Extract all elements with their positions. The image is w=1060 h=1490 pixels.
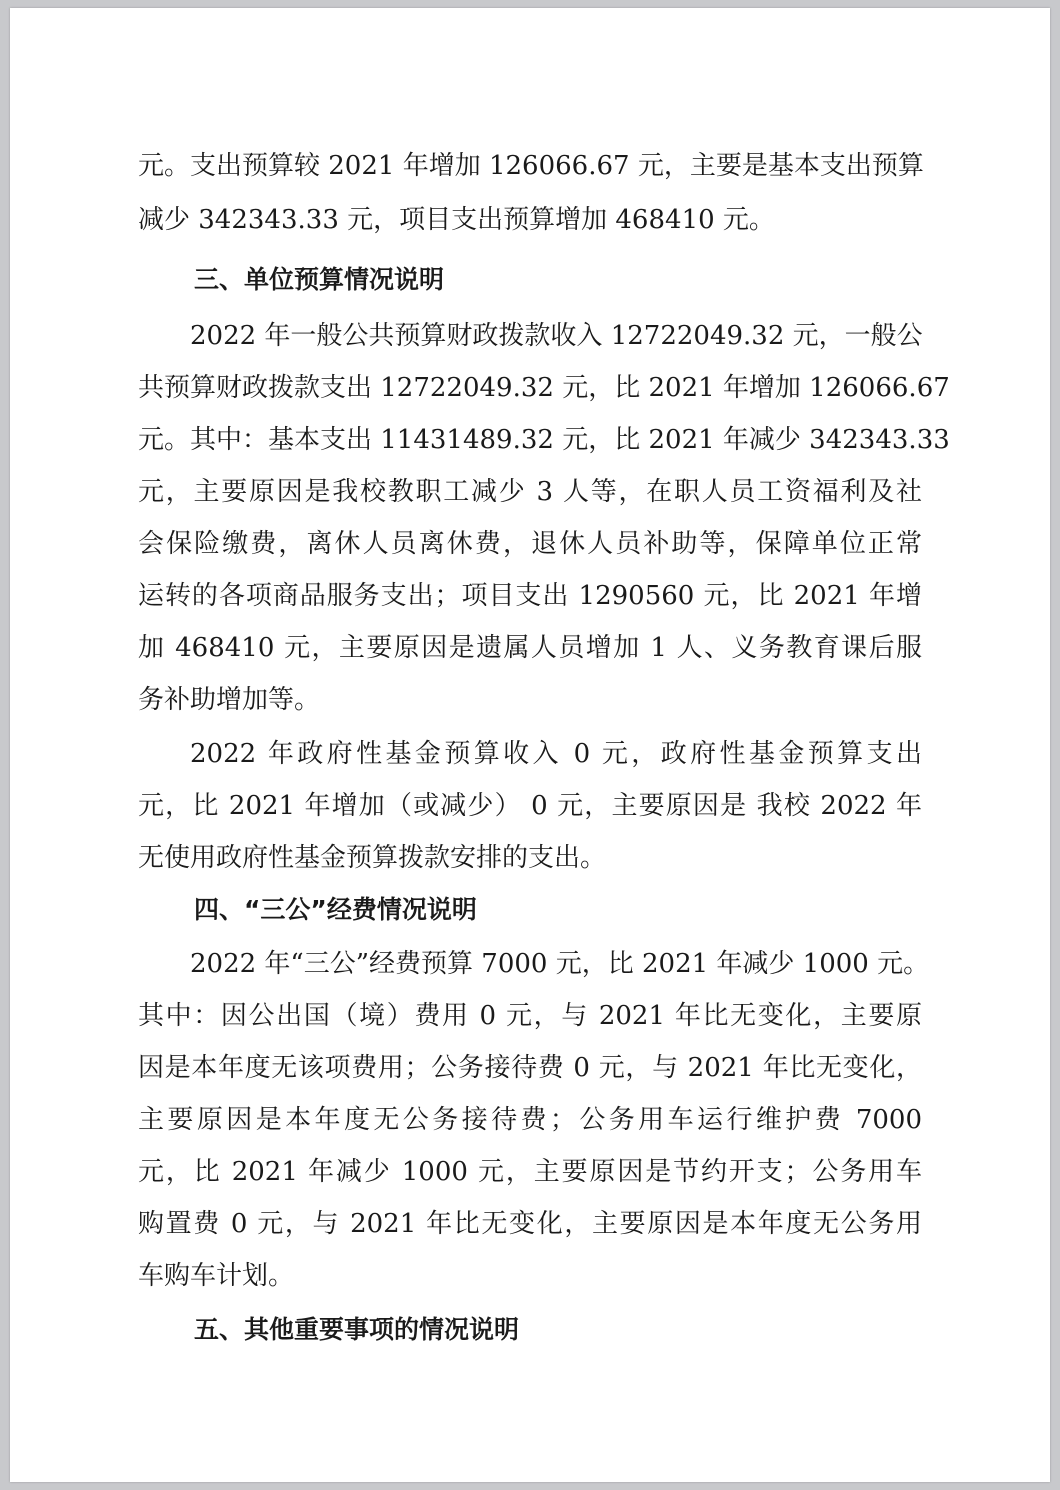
text-line: 2022 年一般公共预算财政拨款收入 12722049.32 元，一般公: [190, 321, 923, 351]
text-line: 运转的各项商品服务支出；项目支出 1290560 元，比 2021 年增: [138, 581, 922, 611]
section-heading: 四、“三公”经费情况说明: [194, 895, 477, 924]
text-line: 务补助增加等。: [138, 685, 321, 715]
text-line: 元，主要原因是我校教职工减少 3 人等，在职人员工资福利及社: [138, 477, 922, 507]
section-heading: 三、单位预算情况说明: [194, 265, 445, 294]
text-line: 减少 342343.33 元，项目支出预算增加 468410 元。: [138, 205, 775, 235]
text-line: 2022 年政府性基金预算收入 0 元，政府性基金预算支出: [190, 739, 922, 769]
text-line: 2022 年“三公”经费预算 7000 元，比 2021 年减少 1000 元。: [190, 949, 930, 979]
section-heading: 五、其他重要事项的情况说明: [194, 1315, 520, 1344]
text-line: 无使用政府性基金预算拨款安排的支出。: [138, 843, 607, 873]
text-line: 会保险缴费，离休人员离休费，退休人员补助等，保障单位正常: [138, 529, 922, 559]
text-line: 车购车计划。: [138, 1261, 295, 1291]
text-line: 其中：因公出国（境）费用 0 元，与 2021 年比无变化，主要原: [138, 1001, 922, 1031]
text-line: 主要原因是本年度无公务接待费；公务用车运行维护费 7000: [138, 1105, 922, 1135]
text-line: 共预算财政拨款支出 12722049.32 元，比 2021 年增加 126066.67: [138, 373, 950, 403]
text-line: 元。其中：基本支出 11431489.32 元，比 2021 年减少 342343.33: [138, 425, 950, 455]
text-line: 元，比 2021 年增加（或减少） 0 元，主要原因是 我校 2022 年: [138, 791, 922, 821]
text-line: 元，比 2021 年减少 1000 元，主要原因是节约开支；公务用车: [138, 1157, 922, 1187]
document-page: [10, 8, 1050, 1482]
text-line: 因是本年度无该项费用；公务接待费 0 元，与 2021 年比无变化，: [138, 1053, 922, 1083]
text-line: 购置费 0 元，与 2021 年比无变化，主要原因是本年度无公务用: [138, 1209, 922, 1239]
text-line: 元。支出预算较 2021 年增加 126066.67 元，主要是基本支出预算: [138, 151, 924, 181]
text-line: 加 468410 元，主要原因是遗属人员增加 1 人、义务教育课后服: [138, 633, 922, 663]
